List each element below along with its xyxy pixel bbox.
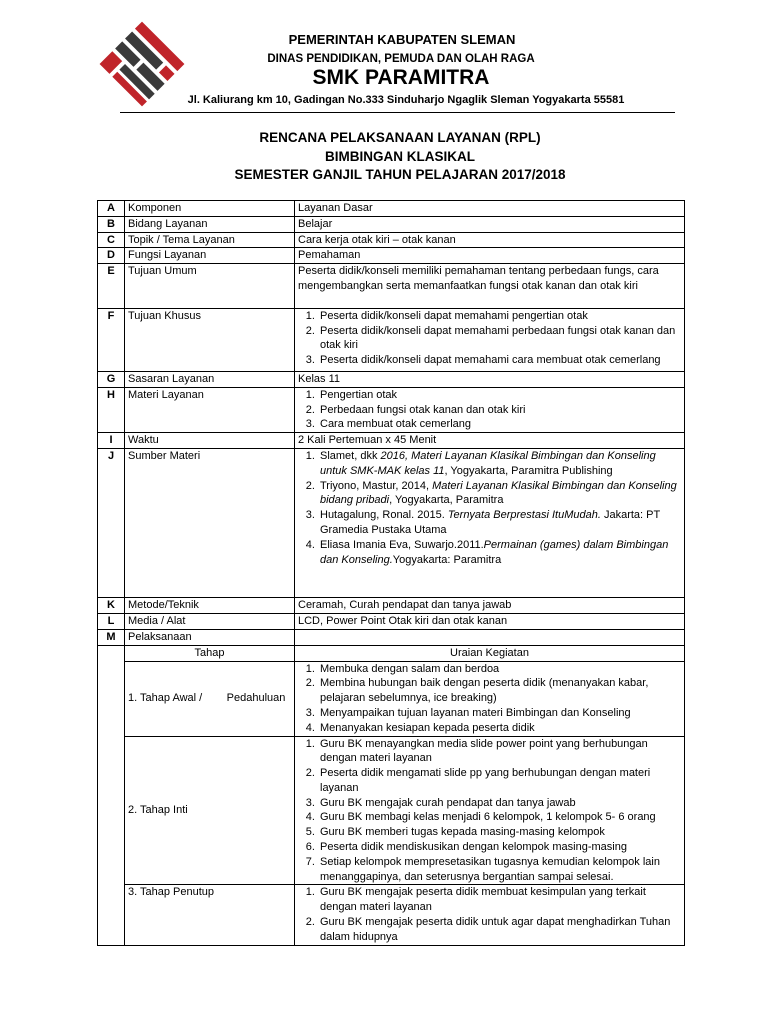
table-row bbox=[98, 232, 685, 248]
row-label: Sasaran Layanan bbox=[125, 371, 295, 387]
sumber-list bbox=[298, 449, 681, 567]
row-label: Waktu bbox=[125, 433, 295, 449]
table-row bbox=[98, 661, 685, 736]
list-item: 2. Perbedaan fungsi otak kanan dan otak kiri bbox=[318, 403, 681, 418]
row-code: L bbox=[98, 614, 125, 630]
table-row bbox=[98, 885, 685, 945]
table-row bbox=[98, 629, 685, 645]
list-item: 2. Peserta didik mengamati slide pp yang berhubungan dengan materi layanan bbox=[318, 766, 681, 796]
row-value bbox=[295, 387, 685, 432]
row-label: Fungsi Layanan bbox=[125, 248, 295, 264]
list-item: 1. Guru BK menayangkan media slide power point yang berhubungan dengan materi layanan bbox=[318, 737, 681, 767]
row-label: Pelaksanaan bbox=[125, 629, 295, 645]
row-value bbox=[295, 308, 685, 371]
list-item: 3. Hutagalung, Ronal. 2015. Ternyata Berprestasi ItuMudah. Jakarta: PT Gramedia Pustaka Utama bbox=[318, 508, 681, 538]
table-row bbox=[98, 645, 685, 661]
activity-list bbox=[298, 737, 681, 885]
blank-cell bbox=[98, 645, 125, 945]
row-label: Metode/Teknik bbox=[125, 598, 295, 614]
list-item: 6. Peserta didik mendiskusikan dengan kelompok masing-masing bbox=[318, 840, 681, 855]
row-label: Komponen bbox=[125, 201, 295, 217]
department-name: DINAS PENDIDIKAN, PEMUDA DAN OLAH RAGA bbox=[267, 53, 535, 65]
row-code: E bbox=[98, 264, 125, 309]
table-row bbox=[98, 598, 685, 614]
stage-label: 1. Tahap Awal / Pedahuluan bbox=[125, 661, 295, 736]
list-item: 2. Guru BK mengajak peserta didik untuk agar dapat menghadirkan Tuhan dalam hidupnya bbox=[318, 915, 681, 945]
col-header-uraian: Uraian Kegiatan bbox=[295, 645, 685, 661]
row-label: Media / Alat bbox=[125, 614, 295, 630]
row-code: F bbox=[98, 308, 125, 371]
row-label: Topik / Tema Layanan bbox=[125, 232, 295, 248]
header-divider bbox=[120, 112, 675, 113]
row-code: H bbox=[98, 387, 125, 432]
table-row bbox=[98, 433, 685, 449]
school-address: Jl. Kaliurang km 10, Gadingan No.333 Sinduharjo Ngaglik Sleman Yogyakarta 55581 bbox=[187, 94, 625, 106]
table-row bbox=[98, 371, 685, 387]
table-row bbox=[98, 201, 685, 217]
table-row bbox=[98, 216, 685, 232]
row-value: 2 Kali Pertemuan x 45 Menit bbox=[295, 433, 685, 449]
row-label: Bidang Layanan bbox=[125, 216, 295, 232]
table-row bbox=[98, 736, 685, 885]
list-item: 1. Membuka dengan salam dan berdoa bbox=[318, 662, 681, 677]
stage-activities bbox=[295, 885, 685, 945]
row-code: A bbox=[98, 201, 125, 217]
table-row bbox=[98, 448, 685, 597]
row-label: Tujuan Umum bbox=[125, 264, 295, 309]
row-code: J bbox=[98, 448, 125, 597]
table-row bbox=[98, 248, 685, 264]
school-name: SMK PARAMITRA bbox=[312, 66, 490, 89]
list-item: 1. Peserta didik/konseli dapat memahami pengertian otak bbox=[318, 309, 681, 324]
rpl-table bbox=[97, 200, 685, 946]
list-item: 7. Setiap kelompok mempresetasikan tugasnya kemudian kelompok lain menanggapinya, dan seterusnya bergantian sampai selesai. bbox=[318, 855, 681, 885]
row-code: M bbox=[98, 629, 125, 645]
row-label: Materi Layanan bbox=[125, 387, 295, 432]
row-label: Sumber Materi bbox=[125, 448, 295, 597]
list-item: 4. Eliasa Imania Eva, Suwarjo.2011.Permainan (games) dalam Bimbingan dan Konseling.Yogyakarta: Paramitra bbox=[318, 538, 681, 568]
list-item: 2. Triyono, Mastur, 2014, Materi Layanan Klasikal Bimbingan dan Konseling bidang pribadi, Yogyakarta, Paramitra bbox=[318, 479, 681, 509]
list-item: 1. Slamet, dkk 2016, Materi Layanan Klasikal Bimbingan dan Konseling untuk SMK-MAK kelas 11, Yogyakarta, Paramitra Publishing bbox=[318, 449, 681, 479]
row-code: K bbox=[98, 598, 125, 614]
table-row bbox=[98, 264, 685, 309]
row-value: Pemahaman bbox=[295, 248, 685, 264]
row-value bbox=[295, 448, 685, 597]
list-item: 4. Menanyakan kesiapan kepada peserta didik bbox=[318, 721, 681, 736]
list-item: 4. Guru BK membagi kelas menjadi 6 kelompok, 1 kelompok 5- 6 orang bbox=[318, 810, 681, 825]
list-item: 1. Guru BK mengajak peserta didik membuat kesimpulan yang terkait dengan materi layanan bbox=[318, 885, 681, 915]
stage-label: 3. Tahap Penutup bbox=[125, 885, 295, 945]
row-code: D bbox=[98, 248, 125, 264]
row-code: G bbox=[98, 371, 125, 387]
list-item: 2. Peserta didik/konseli dapat memahami perbedaan fungsi otak kanan dan otak kiri bbox=[318, 324, 681, 354]
row-value: Layanan Dasar bbox=[295, 201, 685, 217]
stage-label: 2. Tahap Inti bbox=[125, 736, 295, 885]
list-item: 5. Guru BK memberi tugas kepada masing-masing kelompok bbox=[318, 825, 681, 840]
doc-semester: SEMESTER GANJIL TAHUN PELAJARAN 2017/2018 bbox=[234, 167, 566, 182]
activity-list bbox=[298, 662, 681, 736]
row-value: Ceramah, Curah pendapat dan tanya jawab bbox=[295, 598, 685, 614]
list-item: 1. Pengertian otak bbox=[318, 388, 681, 403]
tujuan-khusus-list bbox=[298, 309, 681, 368]
list-item: 3. Menyampaikan tujuan layanan materi Bimbingan dan Konseling bbox=[318, 706, 681, 721]
col-header-tahap: Tahap bbox=[125, 645, 295, 661]
row-value: Peserta didik/konseli memiliki pemahaman tentang perbedaan fungs, cara mengembangkan serta memanfaatkan fungsi otak kanan dan otak kiri bbox=[295, 264, 685, 309]
table-row bbox=[98, 614, 685, 630]
list-item: 3. Guru BK mengajak curah pendapat dan tanya jawab bbox=[318, 796, 681, 811]
list-item: 2. Membina hubungan baik dengan peserta didik (menanyakan kabar, pelajaran sebelumnya, ice breaking) bbox=[318, 676, 681, 706]
row-code: I bbox=[98, 433, 125, 449]
row-code: B bbox=[98, 216, 125, 232]
row-value: Belajar bbox=[295, 216, 685, 232]
government-name: PEMERINTAH KABUPATEN SLEMAN bbox=[288, 32, 516, 47]
table-row bbox=[98, 308, 685, 371]
stage-activities bbox=[295, 661, 685, 736]
doc-subtitle: BIMBINGAN KLASIKAL bbox=[325, 149, 475, 164]
materi-list bbox=[298, 388, 681, 432]
row-value: LCD, Power Point Otak kiri dan otak kanan bbox=[295, 614, 685, 630]
stage-activities bbox=[295, 736, 685, 885]
list-item: 3. Peserta didik/konseli dapat memahami cara membuat otak cemerlang bbox=[318, 353, 681, 368]
activity-list bbox=[298, 885, 681, 944]
row-value: Kelas 11 bbox=[295, 371, 685, 387]
row-label: Tujuan Khusus bbox=[125, 308, 295, 371]
row-code: C bbox=[98, 232, 125, 248]
row-value: Cara kerja otak kiri – otak kanan bbox=[295, 232, 685, 248]
table-row bbox=[98, 387, 685, 432]
list-item: 3. Cara membuat otak cemerlang bbox=[318, 417, 681, 432]
row-value bbox=[295, 629, 685, 645]
doc-title: RENCANA PELAKSANAAN LAYANAN (RPL) bbox=[259, 130, 541, 145]
